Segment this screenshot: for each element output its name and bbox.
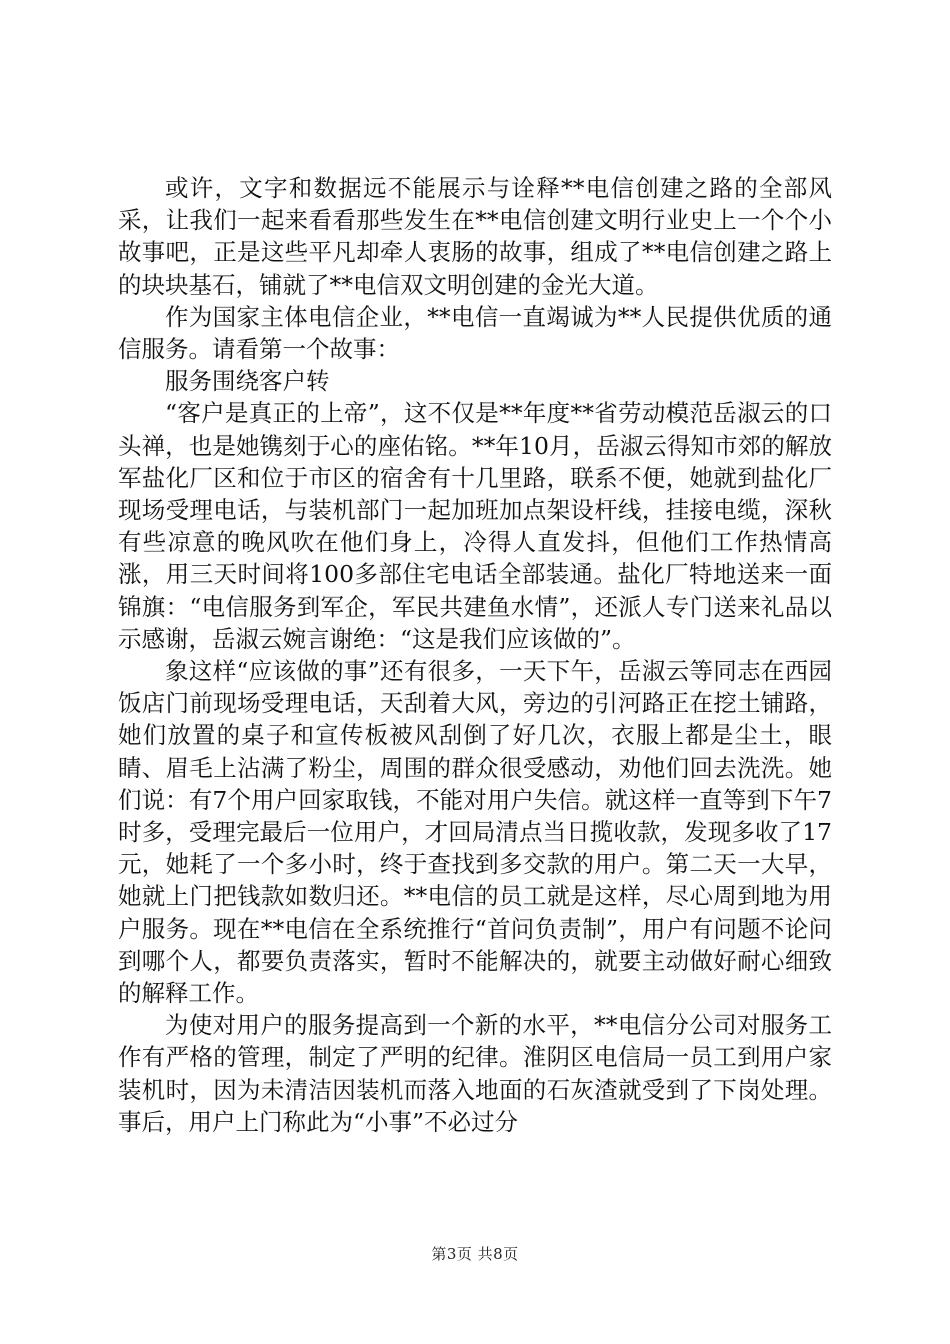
paragraph-story-two: 象这样“应该做的事”还有很多，一天下午，岳淑云等同志在西园饭店门前现场受理电话，天刮着大风，旁边的引河路正在挖土铺路，她们放置的桌子和宣传板被风刮倒了好几次，衣服上都是尘土，眼睛、眉毛上沾满了粉尘，周围的群众很受感动，劝他们回去洗洗。她们说：有7个用户回家取钱，不能对用户失信。就这样一直等到下午7时多，受理完最后一位用户，才回局清点当日揽收款，发现多收了17元，她耗了一个多小时，终于查找到多交款的用户。第二天一大早，她就上门把钱款如数归还。**电信的员工就是这样，尽心周到地为用户服务。现在**电信在全系统推行“首问负责制”，用户有问题不论问到哪个人，都要负责落实，暂时不能解决的，就要主动做好耐心细致的解释工作。	[118, 657, 832, 1008]
section-heading: 服务围绕客户转	[165, 367, 330, 396]
paragraph-enterprise: 作为国家主体电信企业，**电信一直竭诚为**人民提供优质的通信服务。请看第一个故事：	[118, 302, 832, 364]
page-footer: 第3页 共8页	[431, 1245, 519, 1263]
paragraph-story-one: “客户是真正的上帝”，这不仅是**年度**省劳动模范岳淑云的口头禅，也是她镌刻于心的座佑铭。**年10月，岳淑云得知市郊的解放军盐化厂区和位于市区的宿舍有十几里路，联系不便，她就到盐化厂现场受理电话，与装机部门一起加班加点架设杆线，挂接电缆，深秋有些凉意的晚风吹在他们身上，冷得人直发抖，但他们工作热情高涨，用三天时间将100多部住宅电话全部装通。盐化厂特地送来一面锦旗：“电信服务到军企，军民共建鱼水情”，还派人专门送来礼品以示感谢，岳淑云婉言谢绝：“这是我们应该做的”。	[118, 399, 832, 653]
document-body	[118, 172, 832, 1138]
paragraph-service-discipline: 为使对用户的服务提高到一个新的水平，**电信分公司对服务工作有严格的管理，制定了严明的纪律。淮阴区电信局一员工到用户家装机时，因为未清洁因装机而落入地面的石灰渣就受到了下岗处理。事后，用户上门称此为“小事”不必过分	[118, 1011, 832, 1136]
paragraph-intro: 或许，文字和数据远不能展示与诠释**电信创建之路的全部风采，让我们一起来看看那些发生在**电信创建文明行业史上一个个小故事吧，正是这些平凡却牵人衷肠的故事，组成了**电信创建之路上的块块基石，铺就了**电信双文明创建的金光大道。	[118, 174, 832, 299]
